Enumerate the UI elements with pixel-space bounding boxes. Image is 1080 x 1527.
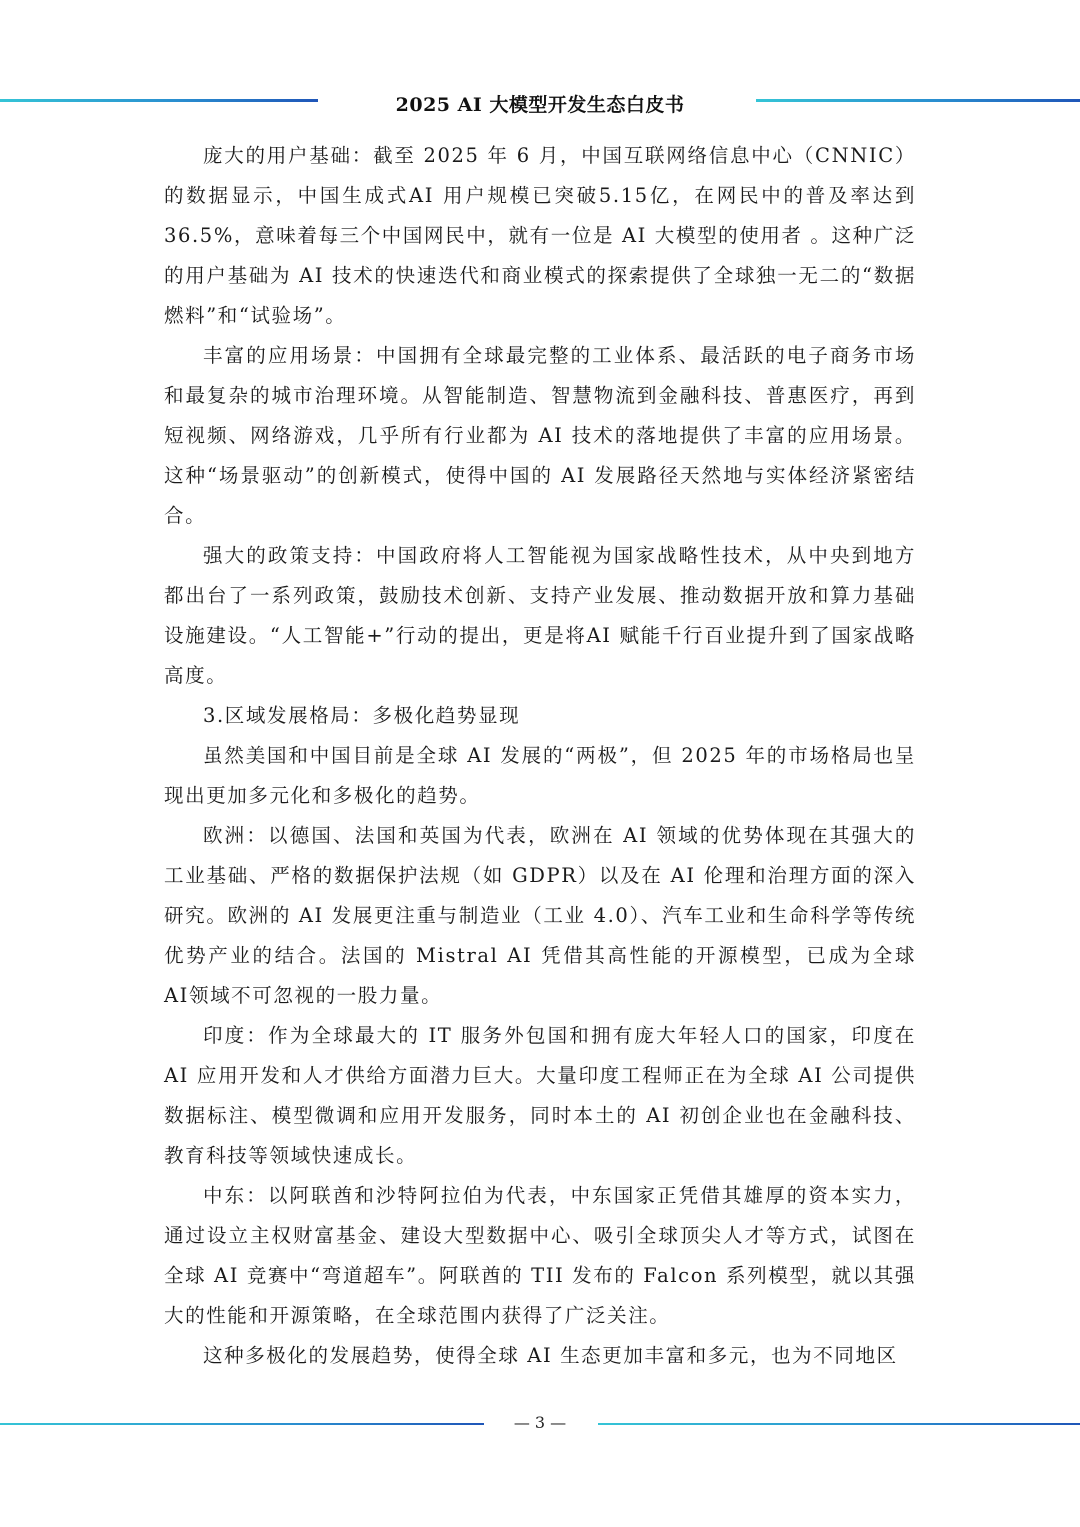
paragraph-user-base: 庞大的用户基础：截至 2025 年 6 月，中国互联网络信息中心（CNNIC）的数据显示，中国生成式AI 用户规模已突破5.15亿，在网民中的普及率达到36.5%，意味着每三个中国网民中，就有一位是 AI 大模型的使用者 。这种广泛的用户基础为 AI 技术的快速迭代和商业模式的探索提供了全球独一无二的“数据燃料”和“试验场”。 <box>164 144 916 327</box>
paragraph-india: 印度：作为全球最大的 IT 服务外包国和拥有庞大年轻人口的国家，印度在AI 应用开发和人才供给方面潜力巨大。大量印度工程师正在为全球 AI 公司提供数据标注、模型微调和应用开发服务，同时本土的 AI 初创企业也在金融科技、教育科技等领域快速成长。 <box>164 1024 916 1167</box>
section-heading: 3.区域发展格局：多极化趋势显现 <box>203 704 521 727</box>
paragraph-multipolar-trend: 这种多极化的发展趋势，使得全球 AI 生态更加丰富和多元，也为不同地区 <box>203 1344 898 1367</box>
page-number: — 3 — <box>513 1413 567 1432</box>
header-rule-right <box>756 99 1080 102</box>
paragraph-multipolar-intro: 虽然美国和中国目前是全球 AI 发展的“两极”，但 2025 年的市场格局也呈现出更加多元化和多极化的趋势。 <box>164 744 916 807</box>
paragraph-europe: 欧洲：以德国、法国和英国为代表，欧洲在 AI 领域的优势体现在其强大的工业基础、严格的数据保护法规（如 GDPR）以及在 AI 伦理和治理方面的深入研究。欧洲的 AI 发展更注重与制造业（工业 4.0）、汽车工业和生命科学等传统优势产业的结合。法国的 Mistral AI 凭借其高性能的开源模型，已成为全球 AI领域不可忽视的一股力量。 <box>164 824 916 1007</box>
paragraph-middle-east: 中东：以阿联酋和沙特阿拉伯为代表，中东国家正凭借其雄厚的资本实力，通过设立主权财富基金、建设大型数据中心、吸引全球顶尖人才等方式，试图在全球 AI 竞赛中“弯道超车”。阿联酋的 TII 发布的 Falcon 系列模型，就以其强大的性能和开源策略，在全球范围内获得了广泛关注。 <box>164 1184 916 1327</box>
paragraph-application-scenarios: 丰富的应用场景：中国拥有全球最完整的工业体系、最活跃的电子商务市场和最复杂的城市治理环境。从智能制造、智慧物流到金融科技、普惠医疗，再到短视频、网络游戏，几乎所有行业都为 AI 技术的落地提供了丰富的应用场景。这种“场景驱动”的创新模式，使得中国的 AI 发展路径天然地与实体经济紧密结合。 <box>164 344 916 527</box>
footer-rule-right <box>598 1423 1080 1425</box>
document-body <box>164 136 916 1376</box>
footer-rule-left <box>0 1423 484 1425</box>
paragraph-policy-support: 强大的政策支持：中国政府将人工智能视为国家战略性技术，从中央到地方都出台了一系列政策，鼓励技术创新、支持产业发展、推动数据开放和算力基础设施建设。“人工智能+”行动的提出，更是将AI 赋能千行百业提升到了国家战略高度。 <box>164 544 916 687</box>
page-header-title: 2025 AI 大模型开发生态白皮书 <box>395 94 685 116</box>
